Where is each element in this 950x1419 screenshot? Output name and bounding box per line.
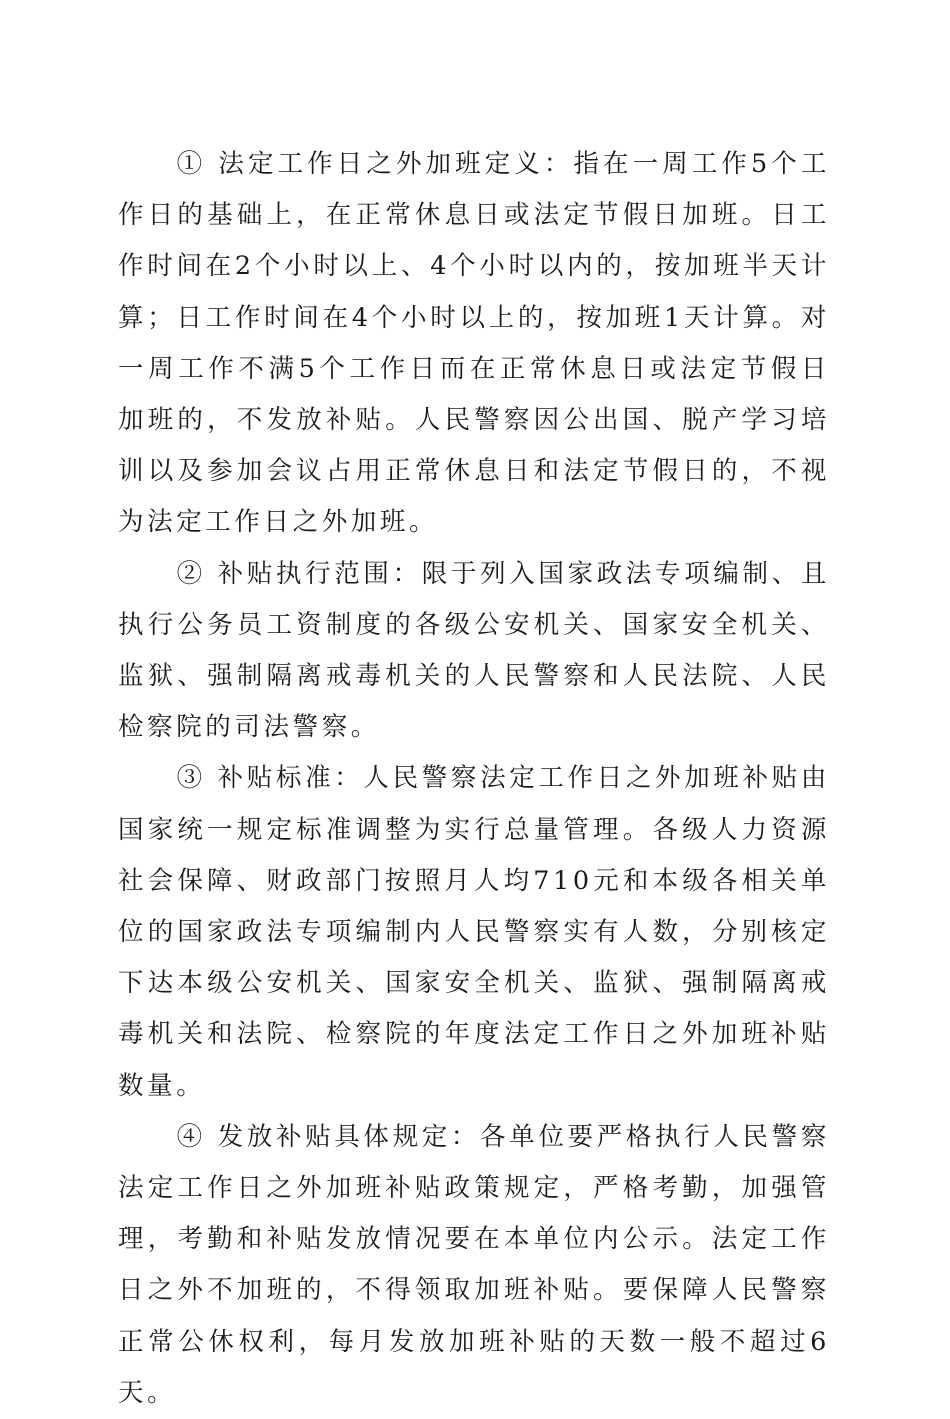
paragraph-subsidy-scope: ② 补贴执行范围：限于列入国家政法专项编制、且执行公务员工资制度的各级公安机关、国家安全机关、监狱、强制隔离戒毒机关的人民警察和人民法院、人民检察院的司法警察。 bbox=[118, 558, 830, 743]
document-body bbox=[118, 139, 830, 1419]
paragraph-overtime-definition: ① 法定工作日之外加班定义：指在一周工作5个工作日的基础上，在正常休息日或法定节假日加班。日工作时间在2个小时以上、4个小时以内的，按加班半天计算；日工作时间在4个小时以上的，按加班1天计算。对一周工作不满5个工作日而在正常休息日或法定节假日加班的，不发放补贴。人民警察因公出国、脱产学习培训以及参加会议占用正常休息日和法定节假日的，不视为法定工作日之外加班。 bbox=[118, 149, 830, 538]
paragraph-payment-rules: ④ 发放补贴具体规定：各单位要严格执行人民警察法定工作日之外加班补贴政策规定，严格考勤，加强管理，考勤和补贴发放情况要在本单位内公示。法定工作日之外不加班的，不得领取加班补贴。要保障人民警察正常公休权利，每月发放加班补贴的天数一般不超过6天。 bbox=[118, 1121, 830, 1408]
paragraph-subsidy-standard: ③ 补贴标准：人民警察法定工作日之外加班补贴由国家统一规定标准调整为实行总量管理。各级人力资源社会保障、财政部门按照月人均710元和本级各相关单位的国家政法专项编制内人民警察实有人数，分别核定下达本级公安机关、国家安全机关、监狱、强制隔离戒毒机关和法院、检察院的年度法定工作日之外加班补贴数量。 bbox=[118, 763, 830, 1101]
